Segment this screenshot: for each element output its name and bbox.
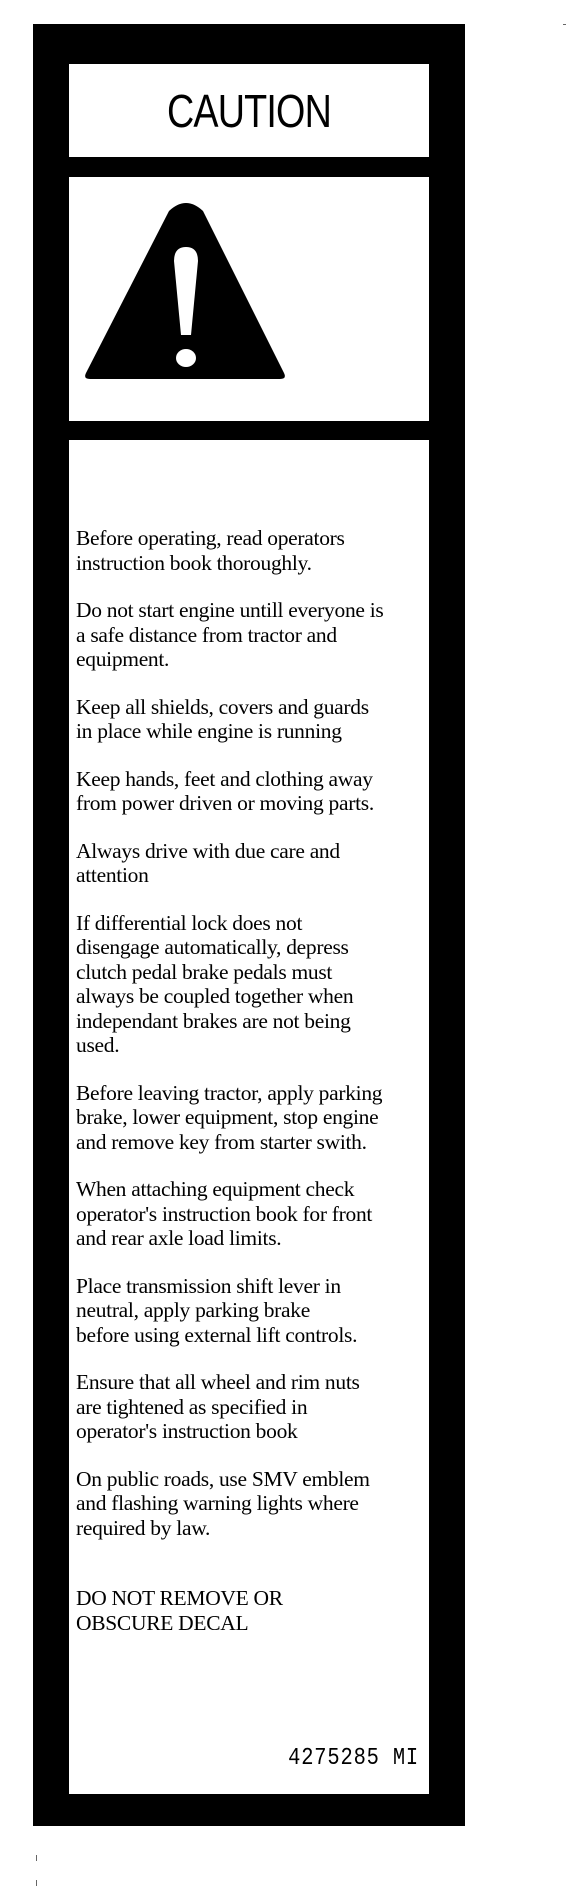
instruction-item: If differential lock does not disengage automatically, depress clutch pedal brake pedals must always be coupled together when independant brakes are not being used.: [76, 910, 354, 1057]
scan-mark: [563, 24, 566, 25]
instruction-item: Place transmission shift lever in neutral, apply parking brake before using external lift controls.: [76, 1273, 358, 1347]
scan-mark: [36, 1880, 37, 1886]
instruction-item: Do not start engine untill everyone is a safe distance from tractor and equipment.: [76, 598, 384, 671]
scan-mark: [36, 1855, 37, 1861]
part-number: 4275285 MI: [288, 1745, 419, 1772]
icon-panel: [69, 177, 429, 421]
final-notice: DO NOT REMOVE OR OBSCURE DECAL: [76, 1586, 283, 1635]
instruction-item: Before operating, read operators instruction book thoroughly.: [76, 526, 345, 575]
caution-title: CAUTION: [167, 84, 331, 137]
title-panel: [69, 64, 429, 157]
warning-triangle-exclamation-icon: [69, 177, 429, 421]
instruction-item: When attaching equipment check operator's instruction book for front and rear axle load limits.: [76, 1177, 373, 1250]
instruction-item: Keep hands, feet and clothing away from power driven or moving parts.: [76, 766, 374, 815]
instruction-item: Always drive with due care and attention: [76, 838, 340, 887]
instruction-item: Ensure that all wheel and rim nuts are tightened as specified in operator's instruction book: [76, 1370, 360, 1443]
instruction-item: Before leaving tractor, apply parking brake, lower equipment, stop engine and remove key from starter swith.: [76, 1080, 383, 1154]
instruction-item: Keep all shields, covers and guards in place while engine is running: [76, 694, 369, 743]
instruction-panel: [69, 440, 429, 1794]
instruction-list: [76, 526, 436, 1658]
caution-decal: [33, 24, 465, 1826]
instruction-item: On public roads, use SMV emblem and flashing warning lights where required by law.: [76, 1466, 370, 1540]
